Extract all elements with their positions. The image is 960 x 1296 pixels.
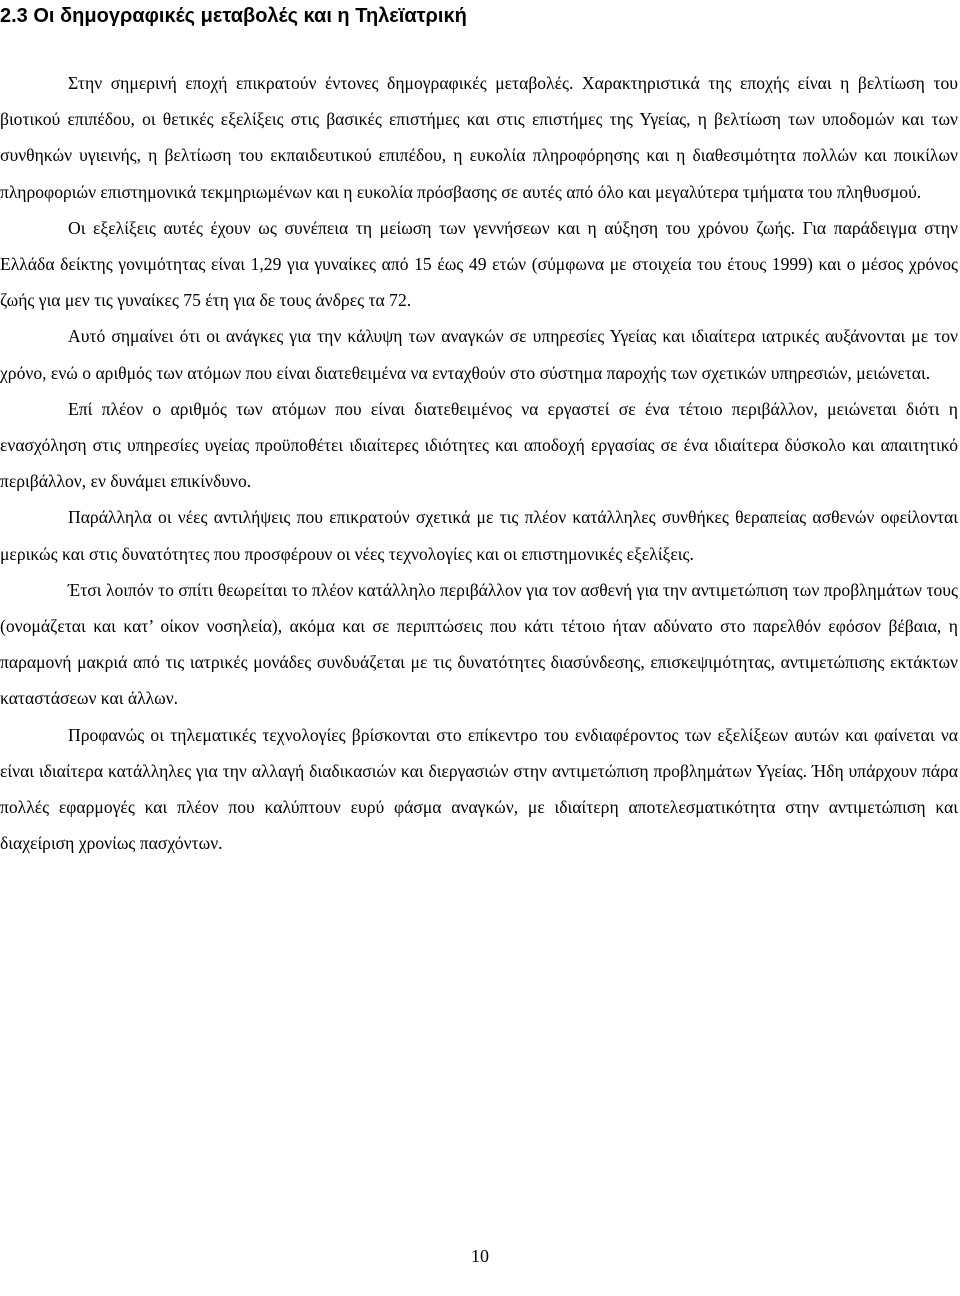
paragraph-births-and-life-expectancy: Οι εξελίξεις αυτές έχουν ως συνέπεια τη μείωση των γεννήσεων και η αύξηση του χρόνου ζωής. Για παράδειγμα στην Ελλάδα δείκτης γονιμότητας είναι 1,29 για γυναίκες από 15 έως 49 ετών (σύμφωνα με στοιχεία του έτους 1999) και ο μέσος χρόνος ζωής για μεν τις γυναίκες 75 έτη για δε τους άνδρες τα 72. [0,217,958,311]
paragraph-home-care: Έτσι λοιπόν το σπίτι θεωρείται το πλέον κατάλληλο περιβάλλον για τον ασθενή για την αντιμετώπιση των προβλημάτων τους (ονομάζεται και κατ’ οίκον νοσηλεία), ακόμα και σε περιπτώσεις που κάτι τέτοιο ήταν αδύνατο στο παρελθόν εφόσον βέβαια, η παραμονή μακριά από τις ιατρικές μονάδες συνδυάζεται με τις δυνατότητες διασύνδεσης, επισκεψιμότητας, αντιμετώπισης εκτάκτων καταστάσεων και άλλων. [0,579,958,709]
paragraph-healthcare-needs: Αυτό σημαίνει ότι οι ανάγκες για την κάλυψη των αναγκών σε υπηρεσίες Υγείας και ιδιαίτερα ιατρικές αυξάνονται με τον χρόνο, ενώ ο αριθμός των ατόμων που είναι διατεθειμένα να ενταχθούν στο σύστημα παροχής των σχετικών υπηρεσιών, μειώνεται. [0,326,958,383]
section-body [0,65,958,861]
paragraph-workforce: Επί πλέον ο αριθμός των ατόμων που είναι διατεθειμένος να εργαστεί σε ένα τέτοιο περιβάλλον, μειώνεται διότι η ενασχόληση στις υπηρεσίες υγείας προϋποθέτει ιδιαίτερες ιδιότητες και αποδοχή εργασίας σε ένα ιδιαίτερα δύσκολο και απαιτητικό περιβάλλον, εν δυνάμει επικίνδυνο. [0,398,958,492]
paragraph-telematics: Προφανώς οι τηλεματικές τεχνολογίες βρίσκονται στο επίκεντρο του ενδιαφέροντος των εξελίξεων αυτών και φαίνεται να είναι ιδιαίτερα κατάλληλες για την αλλαγή διαδικασιών και διεργασιών στην αντιμετώπιση προβλημάτων Υγείας. Ήδη υπάρχουν πάρα πολλές εφαρμογές και πλέον που καλύπτουν ευρύ φάσμα αναγκών, με ιδιαίτερη αποτελεσματικότητα στην αντιμετώπιση και διαχείριση χρονίως πασχόντων. [0,724,958,854]
section-heading: 2.3 Οι δημογραφικές μεταβολές και η Τηλεϊατρική [0,5,467,27]
page-number: 10 [471,1246,489,1266]
paragraph-demographic-changes: Στην σημερινή εποχή επικρατούν έντονες δημογραφικές μεταβολές. Χαρακτηριστικά της εποχής είναι η βελτίωση του βιοτικού επιπέδου, οι θετικές εξελίξεις στις βασικές επιστήμες και στις επιστήμες της Υγείας, η βελτίωση των υποδομών και των συνθηκών υγιεινής, η βελτίωση του εκπαιδευτικού επιπέδου, η ευκολία πληροφόρησης και η διαθεσιμότητα πολλών και ποικίλων πληροφοριών επιστημονικά τεκμηριωμένων και η ευκολία πρόσβασης σε αυτές από όλο και μεγαλύτερα τμήματα του πληθυσμού. [0,73,958,202]
paragraph-new-perceptions: Παράλληλα οι νέες αντιλήψεις που επικρατούν σχετικά με τις πλέον κατάλληλες συνθήκες θεραπείας ασθενών οφείλονται μερικώς και στις δυνατότητες που προσφέρουν οι νέες τεχνολογίες και οι επιστημονικές εξελίξεις. [0,507,958,564]
